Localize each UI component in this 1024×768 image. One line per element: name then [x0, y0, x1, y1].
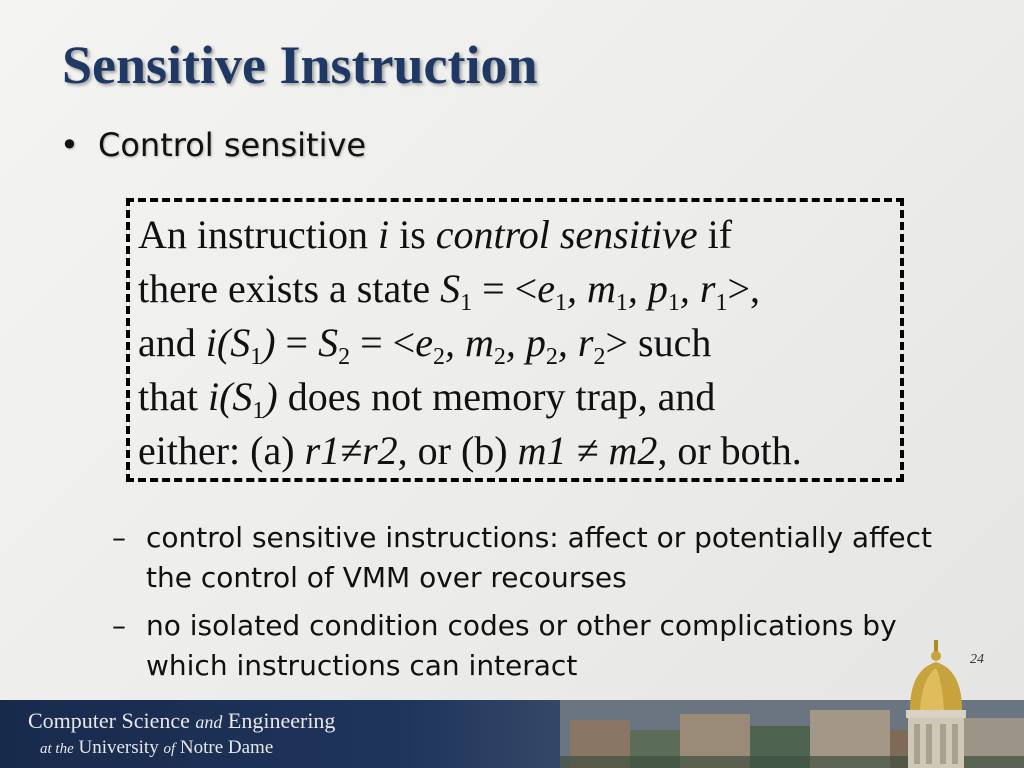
def-var: , m	[444, 320, 494, 365]
def-sub: 1	[460, 290, 473, 316]
definition-line-5	[138, 424, 908, 478]
def-sub: 2	[432, 344, 445, 370]
university-brand	[28, 708, 335, 762]
def-var: S	[440, 266, 461, 311]
page-number: 24	[970, 652, 984, 667]
def-var: , m	[567, 266, 616, 311]
def-var: , p	[627, 266, 668, 311]
def-sub: 2	[593, 344, 606, 370]
def-var: , r	[557, 320, 594, 365]
definition-line-2	[138, 262, 908, 316]
def-var: , p	[505, 320, 546, 365]
def-text: >,	[727, 266, 761, 311]
sub-bullet-list	[112, 518, 962, 694]
def-text: =	[275, 320, 319, 365]
def-var: )	[264, 374, 278, 419]
footer-banner	[0, 700, 1024, 768]
def-text: = <	[472, 266, 538, 311]
bullet-text: Control sensitive	[98, 126, 367, 164]
definition-line-4	[138, 370, 908, 424]
sub-bullet	[112, 518, 962, 598]
def-term: control sensitive	[435, 212, 698, 257]
def-var-i: i	[377, 212, 390, 257]
def-sub: 1	[250, 344, 263, 370]
brand-text: Engineering	[222, 708, 336, 733]
dash-marker: –	[112, 521, 126, 554]
golden-dome-image	[896, 640, 976, 768]
def-sub: 2	[493, 344, 506, 370]
def-text: there exists a state	[138, 266, 441, 311]
sub-bullet	[112, 606, 962, 686]
dash-marker: –	[112, 609, 126, 642]
sub-bullet-text: no isolated condition codes or other complications by which instructions can interact	[146, 609, 897, 682]
sub-bullet-text: control sensitive instructions: affect or potentially affect the control of VMM over recourses	[146, 521, 932, 594]
brand-text: and	[195, 712, 223, 732]
slide-title: Sensitive Instruction	[62, 35, 538, 95]
def-var: m1 ≠ m2	[517, 428, 658, 473]
def-text: An instruction	[138, 212, 378, 257]
brand-text: Computer Science	[28, 708, 196, 733]
def-text: that	[138, 374, 208, 419]
def-sub: 2	[545, 344, 558, 370]
def-sub: 1	[715, 290, 728, 316]
bullet-control-sensitive	[60, 126, 366, 164]
def-text: > such	[605, 320, 712, 365]
def-text: is	[389, 212, 436, 257]
def-sub: 1	[555, 290, 567, 316]
def-var: i(S	[205, 320, 251, 365]
definition-line-1	[138, 208, 908, 262]
def-sub: 1	[615, 290, 628, 316]
def-var: e	[415, 320, 433, 365]
def-text: , or (b)	[397, 428, 518, 473]
def-var: i(S	[207, 374, 253, 419]
brand-text: at the	[40, 741, 74, 757]
def-text: , or both.	[657, 428, 802, 473]
def-sub: 1	[667, 290, 680, 316]
brand-text: University	[73, 737, 164, 758]
def-text: = <	[350, 320, 416, 365]
def-var: S	[318, 320, 339, 365]
definition-text	[138, 208, 908, 478]
def-var: r1≠r2	[304, 428, 398, 473]
def-var: )	[262, 320, 276, 365]
bullet-dot: •	[60, 126, 79, 164]
definition-line-3	[138, 316, 908, 370]
brand-text: of	[163, 741, 176, 757]
def-var: , r	[679, 266, 716, 311]
def-sub: 2	[338, 344, 351, 370]
def-text: does not memory trap, and	[277, 374, 716, 419]
def-text: either: (a)	[138, 428, 305, 473]
def-text: if	[697, 212, 733, 257]
def-var: e	[537, 266, 555, 311]
brand-text: Notre Dame	[175, 737, 274, 758]
def-sub: 1	[252, 398, 265, 424]
def-text: and	[138, 320, 206, 365]
